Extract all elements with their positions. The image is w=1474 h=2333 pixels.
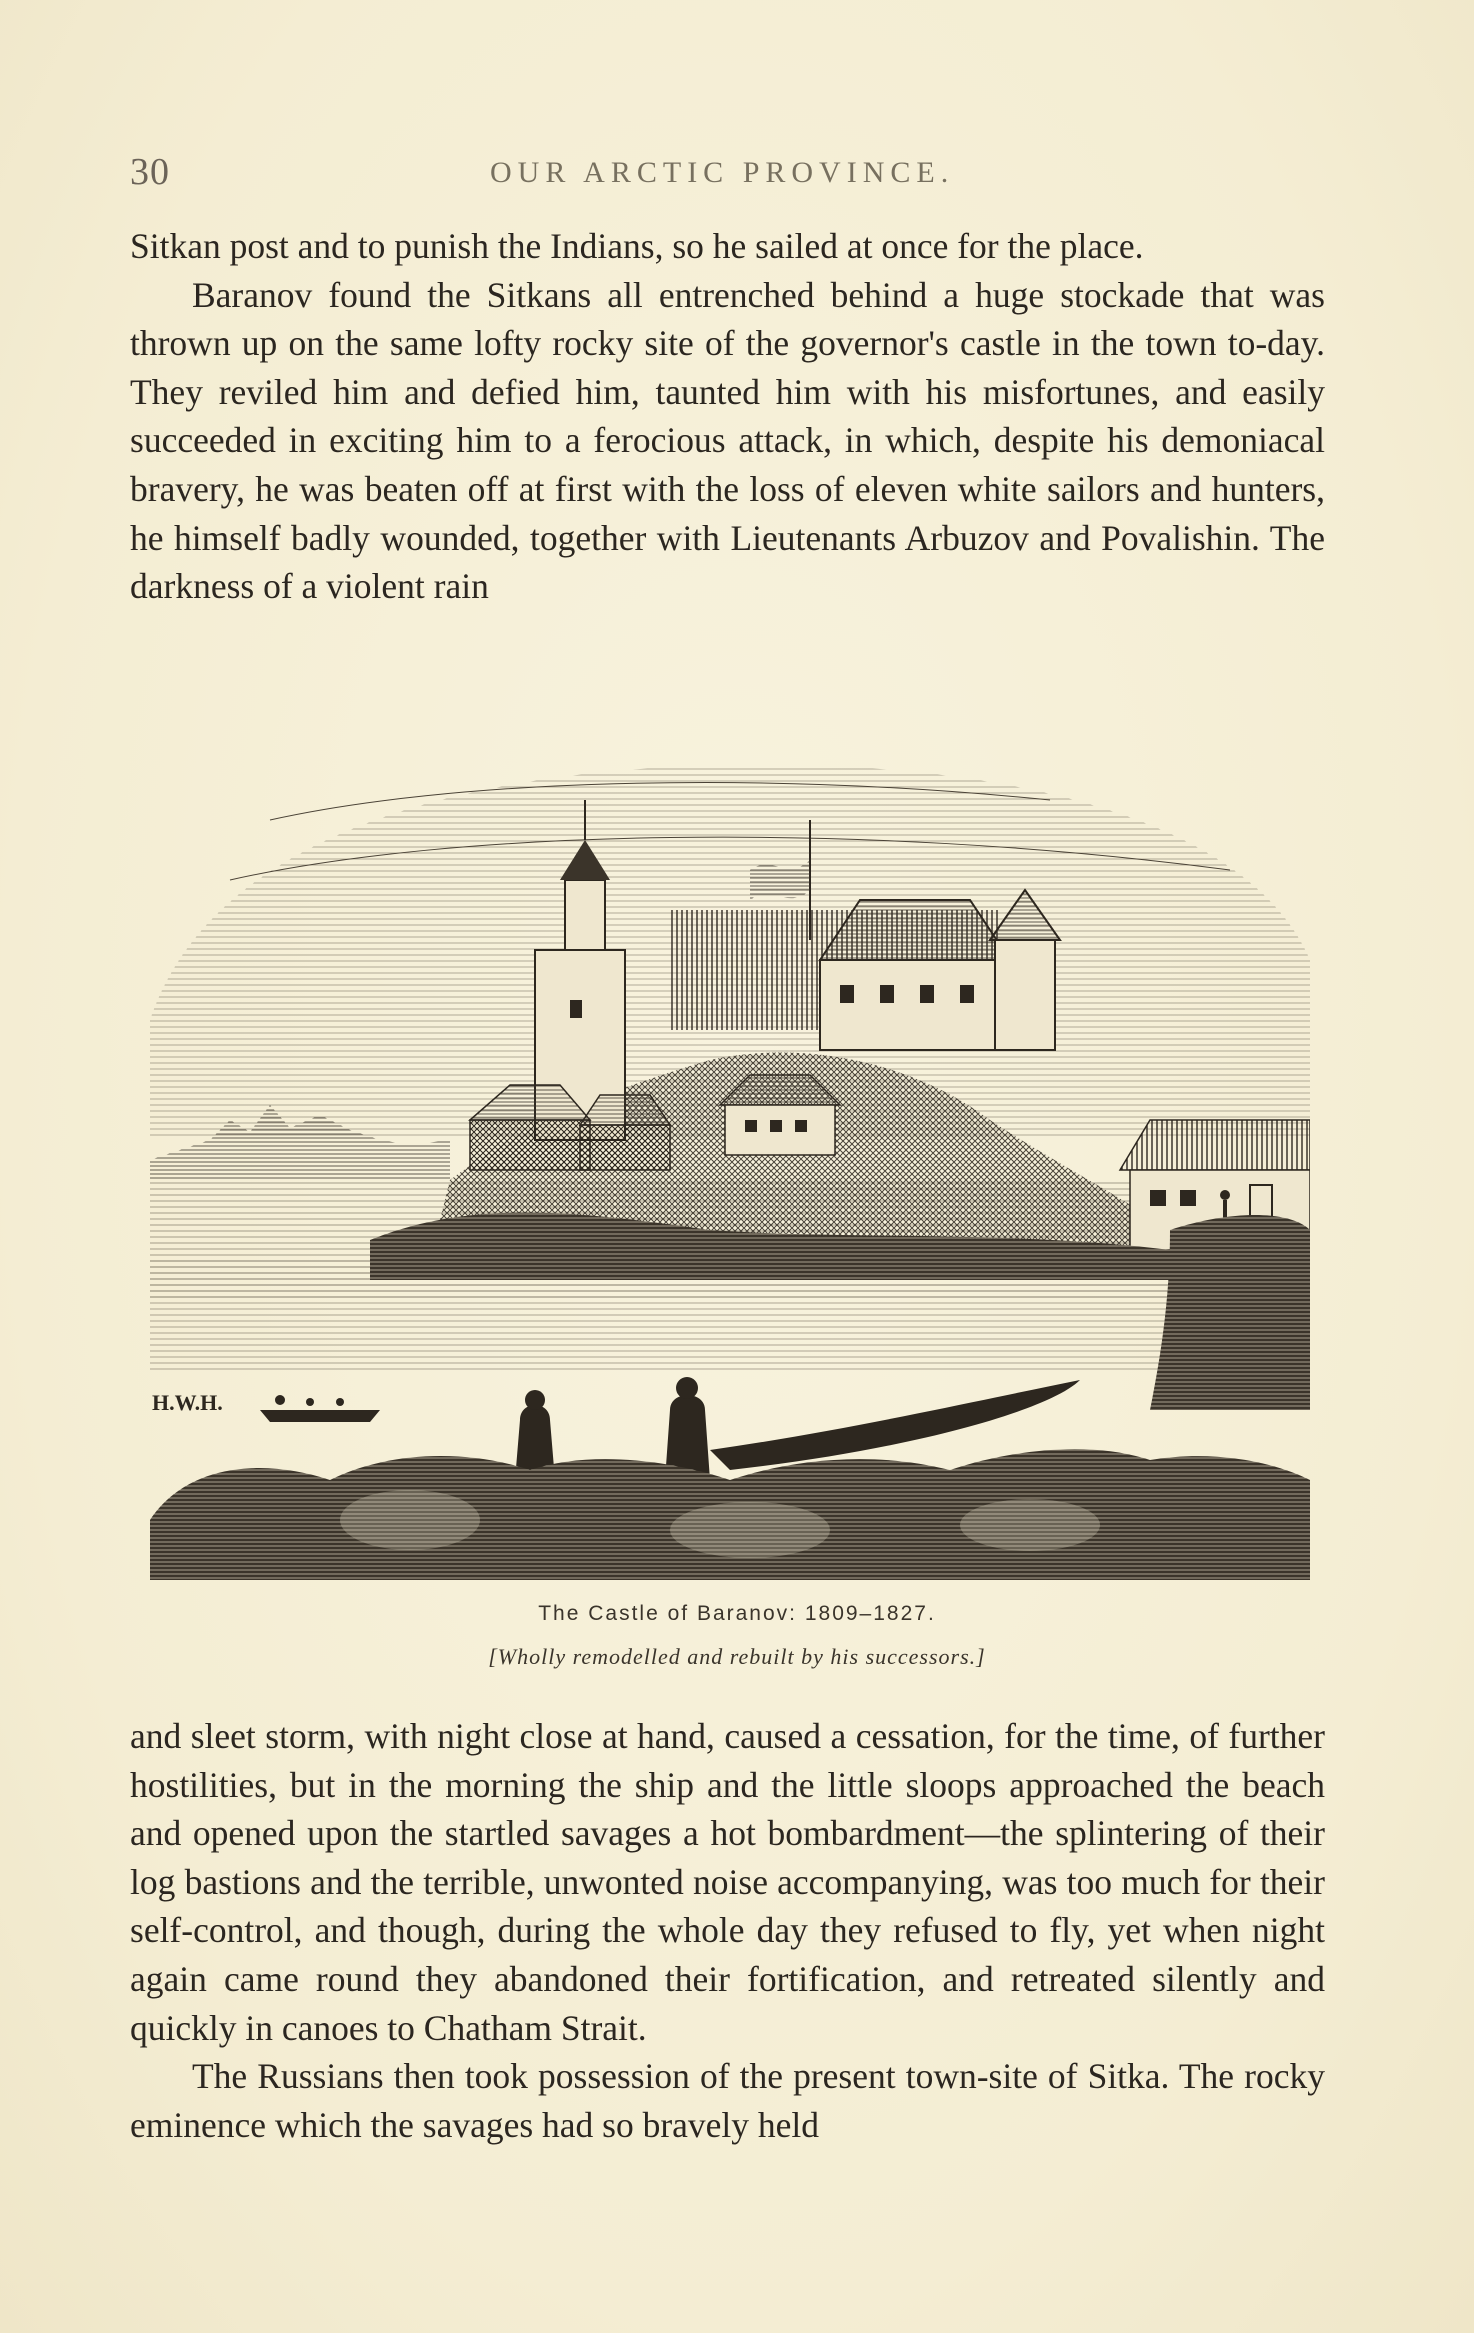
page-number: 30: [130, 151, 170, 193]
artist-signature: H.W.H.: [152, 1390, 223, 1415]
illustration-castle-of-baranov: [150, 760, 1310, 1580]
paragraph-baranov-attack: Baranov found the Sitkans all entrenched behind a huge stockade that was thrown up on the same lofty rocky site of the governor's castle in the town to-day. They reviled him and defied him, taunted him with his misfortunes, and easily succeeded in exciting him to a ferocious attack, in which, despite his demoniacal bravery, he was beaten off at first with the loss of eleven white sailors and hunters, he himself badly wounded, together with Lieutenants Arbuzov and Povalishin. The darkness of a violent rain: [130, 274, 1325, 607]
paragraph-russians-sitka: The Russians then took possession of the present town-site of Sitka. The rocky eminence which the savages had so bravely held: [130, 2056, 1325, 2145]
body-text-top: [130, 222, 1325, 611]
engraving-image: [150, 760, 1310, 1580]
page-header: [130, 150, 1330, 200]
figure-caption-note: [Wholly remodelled and rebuilt by his successors.]: [488, 1644, 986, 1669]
figure-caption: The Castle of Baranov: 1809–1827.: [538, 1602, 936, 1625]
running-head: OUR ARCTIC PROVINCE.: [490, 156, 955, 189]
paragraph-continued: Sitkan post and to punish the Indians, so he sailed at once for the place.: [130, 226, 1144, 266]
paragraph-storm-bombardment: and sleet storm, with night close at hand, caused a cessation, for the time, of further hostilities, but in the morning the ship and the little sloops approached the beach and opened upon the startled savages a hot bombardment—the splintering of their log bastions and the terrible, unwonted noise accompanying, was too much for their self-control, and though, during the whole day they refused to fly, yet when night again came round they abandoned their fortification, and retreated silently and quickly in canoes to Chatham Strait.: [130, 1716, 1325, 2048]
body-text-bottom: [130, 1712, 1325, 2149]
